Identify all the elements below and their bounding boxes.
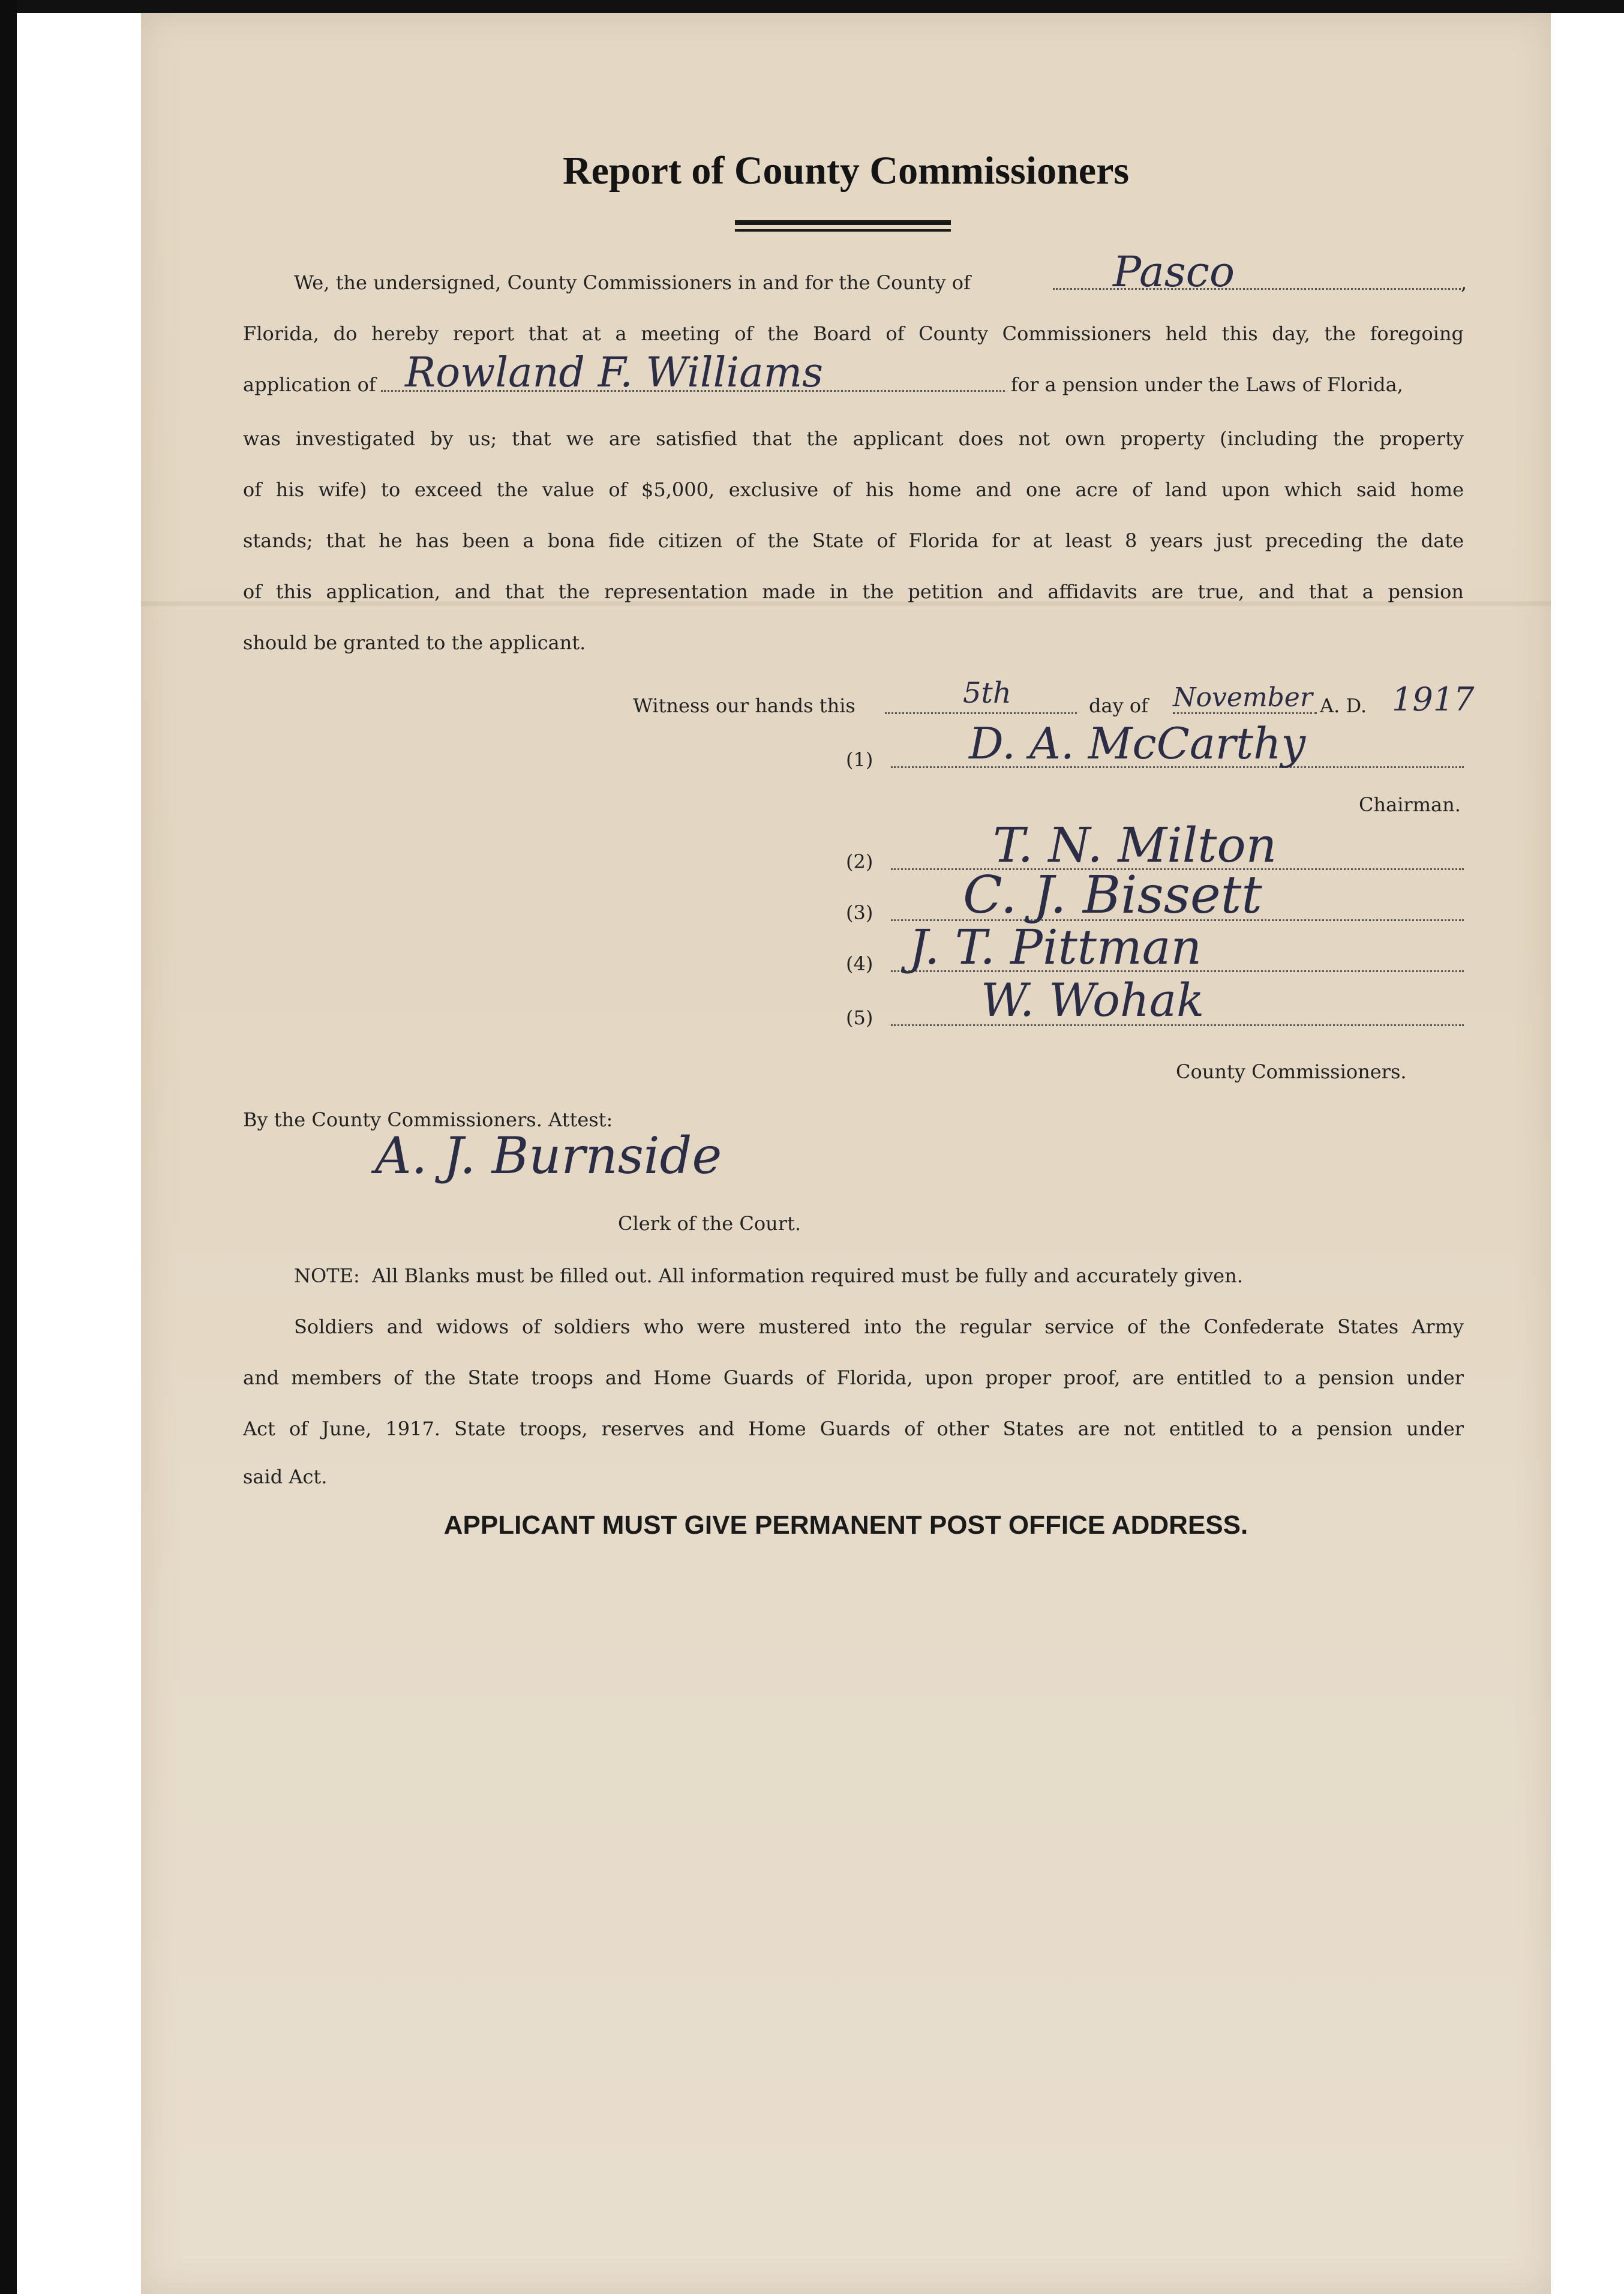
body-line-5: of his wife) to exceed the value of $5,000, exclusive of his home and one acre of land upon which said home: [243, 478, 1464, 501]
witness-prefix: Witness our hands this: [633, 694, 855, 717]
attest-label: By the County Commissioners. Attest:: [243, 1108, 613, 1131]
signature-number-3: (3): [846, 901, 873, 924]
scan-left-border: [0, 0, 17, 2294]
signature-number-1: (1): [846, 748, 873, 771]
chairman-label: Chairman.: [1359, 793, 1461, 816]
body-line-4: was investigated by us; that we are satisfied that the applicant does not own property (including the property: [243, 427, 1464, 450]
signature-4: J. T. Pittman: [909, 919, 1202, 975]
scan-margin-left: [17, 13, 141, 2294]
body-line-1-text: We, the undersigned, County Commissioners in and for the County of: [294, 271, 971, 294]
body-line-8: should be granted to the applicant.: [243, 631, 586, 654]
eligibility-line-2: and members of the State troops and Home Guards of Florida, upon proper proof, are entitled to a pension under: [243, 1366, 1464, 1389]
scan-margin-right: [1552, 13, 1624, 2294]
note-text: All Blanks must be filled out. All information required must be fully and accurately given.: [372, 1264, 1243, 1287]
eligibility-line-3: Act of June, 1917. State troops, reserves and Home Guards of other States are not entitled to a pension under: [243, 1417, 1464, 1440]
month-handwriting: November: [1173, 682, 1313, 713]
day-blank: [885, 712, 1077, 714]
applicant-handwriting: Rowland F. Williams: [405, 349, 823, 397]
clerk-signature: A. J. Burnside: [375, 1126, 722, 1185]
signature-number-5: (5): [846, 1006, 873, 1029]
body-line-6: stands; that he has been a bona fide citizen of the State of Florida for at least 8 years just preceding the date: [243, 529, 1464, 552]
county-handwriting: Pasco: [1113, 247, 1235, 296]
signature-5: W. Wohak: [981, 973, 1205, 1027]
eligibility-line-1: Soldiers and widows of soldiers who were mustered into the regular service of the Confederate States Army: [294, 1315, 1464, 1338]
signature-2: T. N. Milton: [993, 817, 1277, 873]
title-rule-top: [735, 220, 951, 225]
document-page: [141, 13, 1551, 2294]
body-line-3-text: application of: [243, 373, 376, 396]
witness-day-of: day of: [1089, 694, 1148, 717]
year-handwriting: 1917: [1392, 680, 1475, 718]
signature-number-2: (2): [846, 850, 873, 873]
body-line-3-end: for a pension under the Laws of Florida,: [1011, 373, 1403, 396]
county-commissioners-label: County Commissioners.: [1176, 1060, 1407, 1083]
witness-ad: A. D.: [1320, 694, 1367, 717]
body-line-2: Florida, do hereby report that at a meeting of the Board of County Commissioners held this day, the foregoing: [243, 322, 1464, 345]
scan-top-border: [0, 0, 1624, 13]
body-line-7: of this application, and that the representation made in the petition and affidavits are true, and that a pension: [243, 580, 1464, 603]
signature-number-4: (4): [846, 952, 873, 975]
clerk-title: Clerk of the Court.: [618, 1212, 802, 1235]
body-line-1-comma: ,: [1461, 271, 1467, 294]
eligibility-line-4: said Act.: [243, 1465, 328, 1488]
signature-1: D. A. McCarthy: [969, 718, 1306, 769]
title-rule-bottom: [735, 229, 951, 232]
page-title: Report of County Commissioners: [562, 149, 1130, 193]
note-label: NOTE:: [294, 1264, 360, 1287]
post-office-notice: APPLICANT MUST GIVE PERMANENT POST OFFICE ADDRESS.: [443, 1510, 1248, 1540]
day-handwriting: 5th: [963, 676, 1011, 710]
signature-3: C. J. Bissett: [963, 865, 1262, 925]
